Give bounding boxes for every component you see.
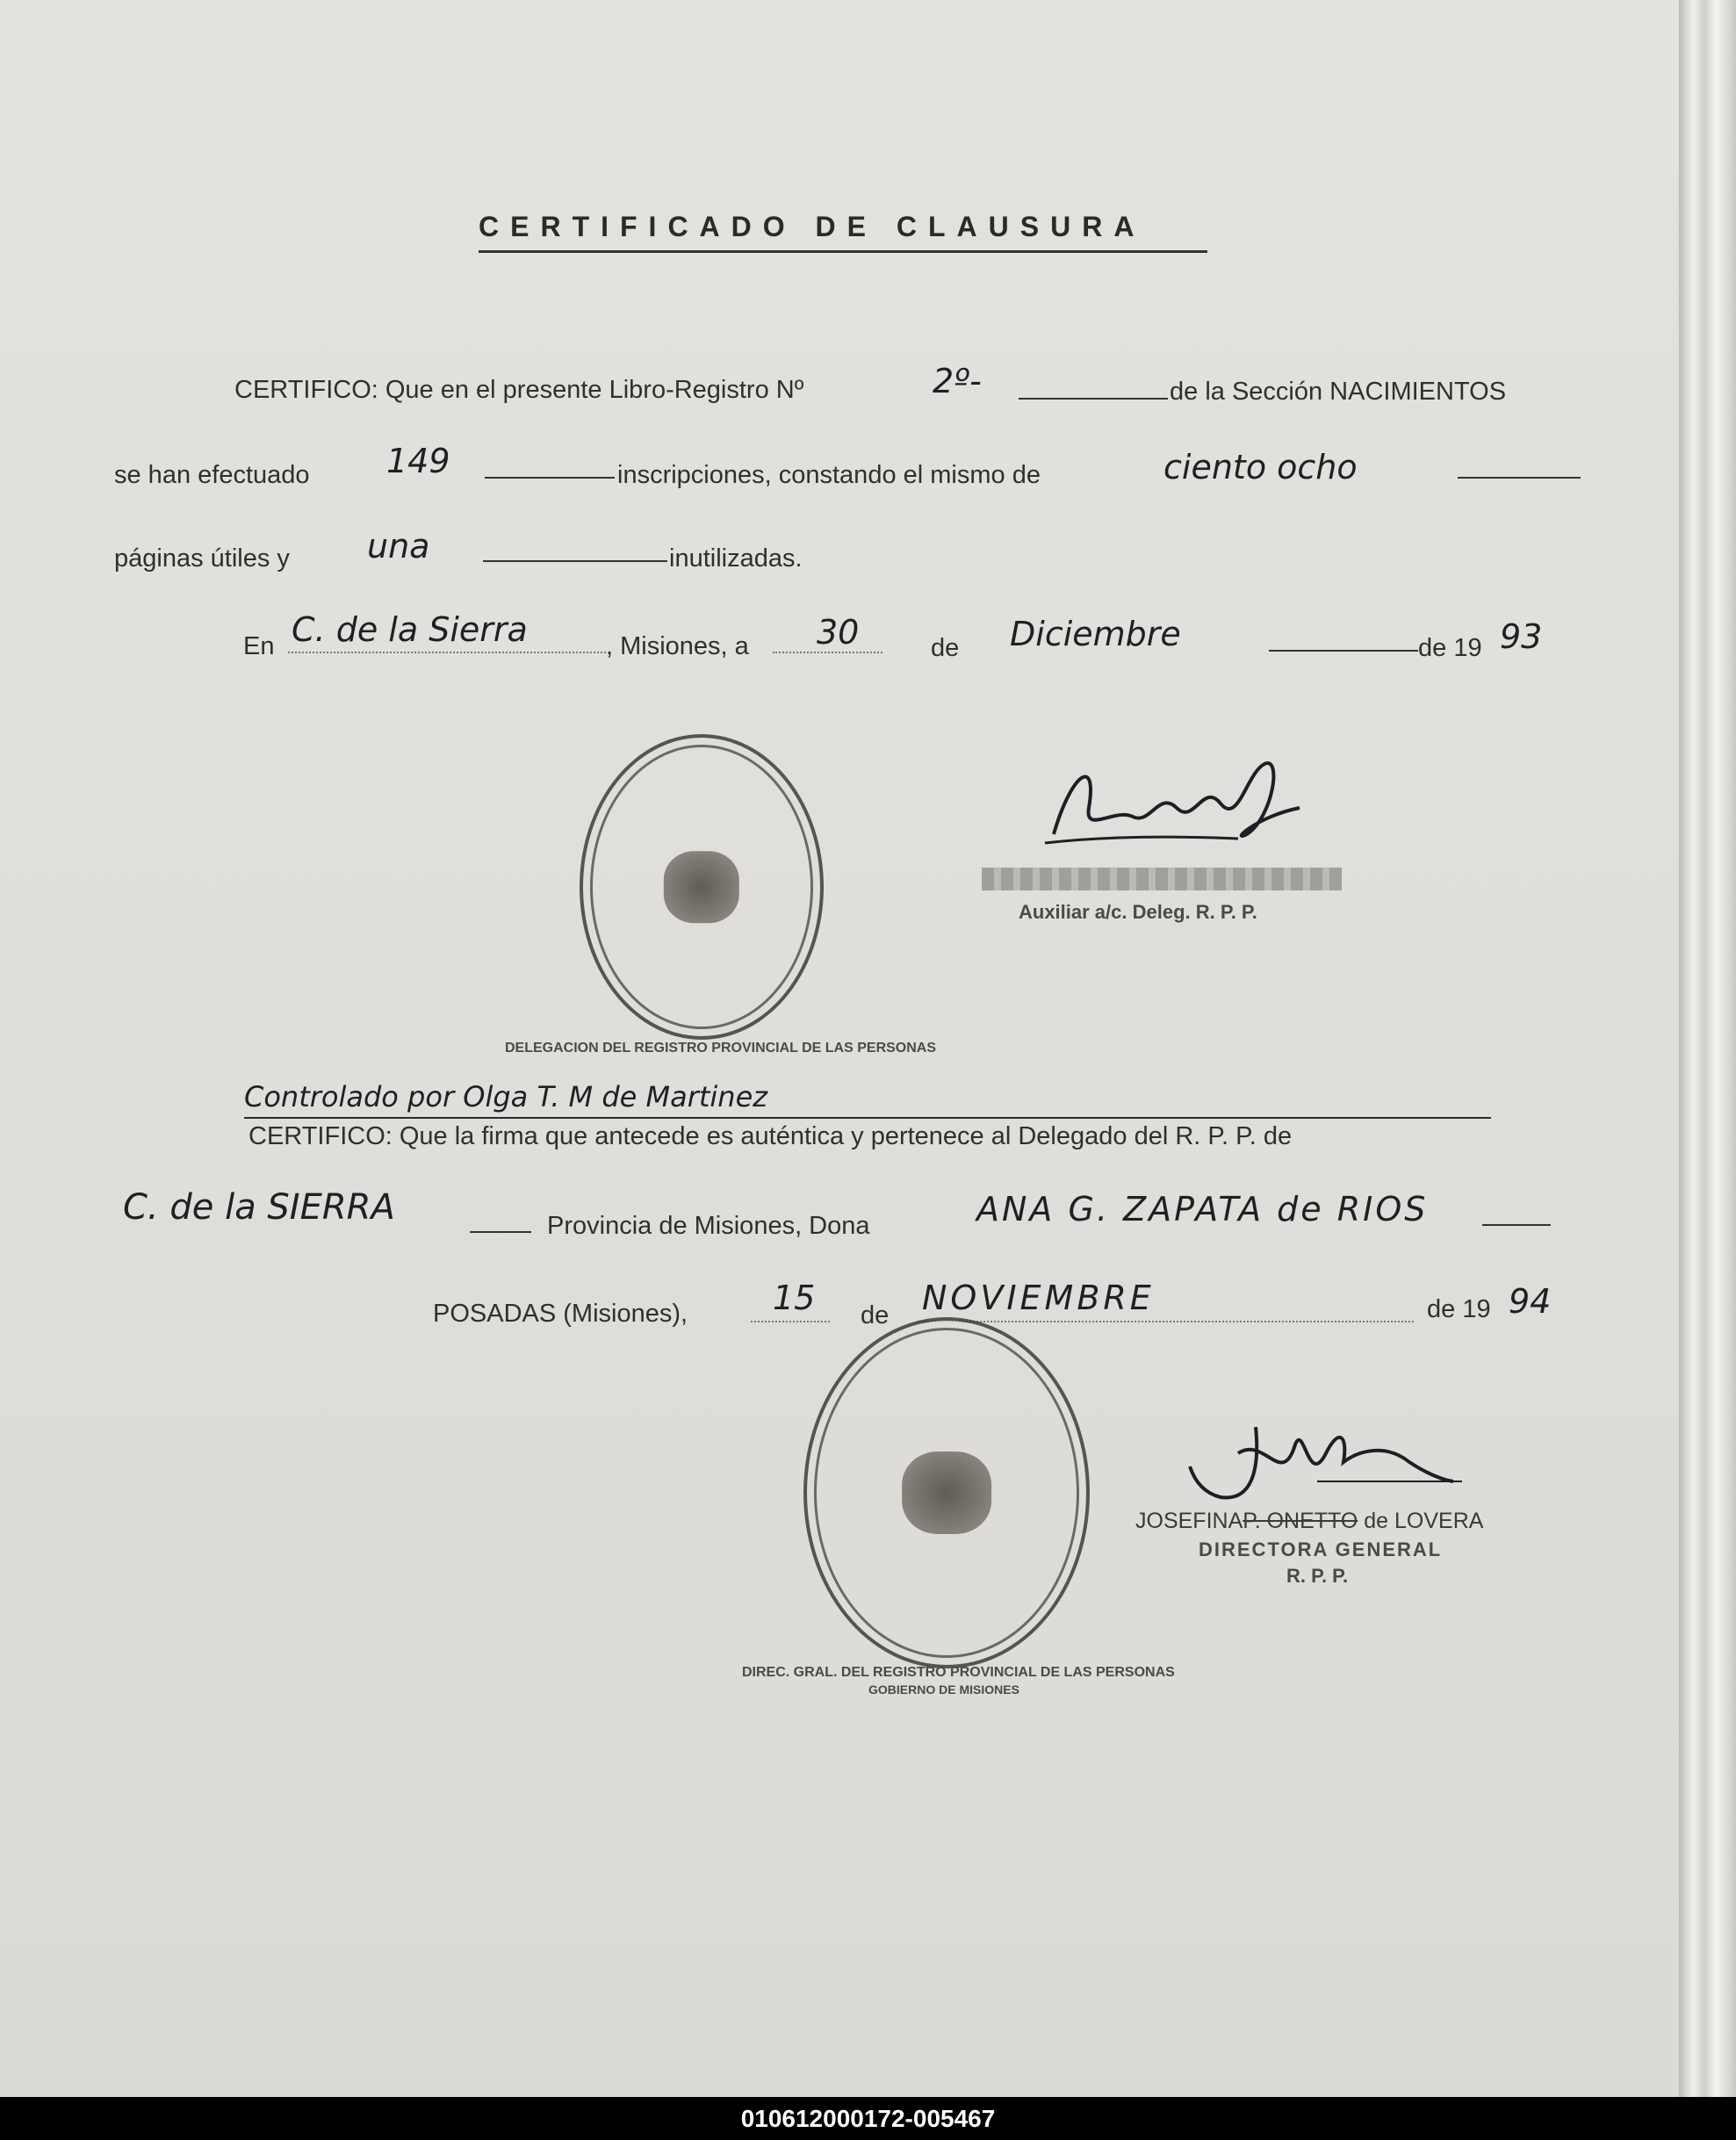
- anio-value: 93: [1500, 617, 1543, 656]
- delegacion-stamp: [580, 734, 824, 1040]
- direccion-stamp: [803, 1317, 1090, 1668]
- paginas-utiles-value: ciento ocho: [1163, 448, 1358, 486]
- mes-value: Diciembre: [1010, 615, 1181, 653]
- posadas-label: POSADAS (Misiones),: [433, 1300, 688, 1328]
- libro-numero: 2º-: [933, 362, 982, 400]
- signer-name: [1135, 1509, 1483, 1534]
- lugar-2-value: C. de la SIERRA: [123, 1187, 395, 1228]
- blank-line: [1269, 650, 1418, 652]
- signer-title: Auxiliar a/c. Deleg. R. P. P.: [1019, 901, 1257, 923]
- efectuado-label: se han efectuado: [114, 461, 310, 489]
- inutilizadas-value: una: [367, 527, 430, 566]
- signature-2: [1185, 1418, 1466, 1515]
- delegada-value: ANA G. ZAPATA de RIOS: [976, 1190, 1429, 1229]
- signer-name-a: JOSEFINA: [1135, 1509, 1243, 1533]
- anio-prefix: de 19: [1418, 634, 1482, 662]
- paginas-label: páginas útiles y: [114, 544, 290, 573]
- crest-icon: [664, 851, 739, 923]
- delegacion-stamp-text: DELEGACION DEL REGISTRO PROVINCIAL DE LAS PERSONAS: [505, 1041, 937, 1056]
- en-label: En: [243, 632, 275, 660]
- document-id-footer: 010612000172-005467: [0, 2097, 1736, 2140]
- lugar-value: C. de la Sierra: [292, 610, 528, 649]
- signer-name-struck: P. ONETTO: [1243, 1509, 1358, 1533]
- libro-label: CERTIFICO: Que en el presente Libro-Registro Nº: [234, 376, 804, 404]
- annotation-underline: [244, 1117, 1491, 1119]
- page-edge: [1679, 0, 1736, 2097]
- controlado-annotation: Controlado por Olga T. M de Martinez: [244, 1080, 768, 1113]
- dia-value: 30: [817, 613, 860, 652]
- misiones-label: , Misiones, a: [606, 632, 749, 660]
- blank-dots: [751, 1321, 830, 1322]
- inutilizadas-label: inutilizadas.: [669, 544, 803, 573]
- blank-dots: [773, 652, 882, 653]
- signature-1: [1036, 755, 1317, 869]
- blank-line: [485, 477, 615, 479]
- blank-line: [1482, 1224, 1551, 1226]
- blank-line: [1019, 398, 1168, 400]
- blank-line: [483, 560, 667, 562]
- dia-2-value: 15: [773, 1279, 816, 1317]
- blank-line: [470, 1231, 531, 1233]
- certifico-firma: CERTIFICO: Que la firma que antecede es auténtica y pertenece al Delegado del R. P. P. de: [249, 1122, 1293, 1150]
- inscripciones-value: 149: [386, 442, 450, 480]
- mes-2-value: NOVIEMBRE: [922, 1279, 1155, 1317]
- document-title: CERTIFICADO DE CLAUSURA: [479, 211, 1207, 253]
- signer-org: R. P. P.: [1286, 1565, 1349, 1587]
- seccion-label: de la Sección NACIMIENTOS: [1170, 378, 1507, 406]
- de-2-label: de: [861, 1301, 890, 1329]
- blank-line: [1458, 477, 1581, 479]
- blank-dots: [918, 1321, 1414, 1322]
- signer-name-b: de LOVERA: [1364, 1509, 1484, 1533]
- anio-2-prefix: de 19: [1427, 1295, 1491, 1323]
- signer-role: DIRECTORA GENERAL: [1199, 1538, 1443, 1560]
- anio-2-value: 94: [1509, 1282, 1552, 1321]
- direccion-stamp-inner: GOBIERNO DE MISIONES: [868, 1682, 1019, 1697]
- crest-icon: [902, 1452, 991, 1534]
- de-label: de: [931, 634, 960, 662]
- provincia-label: Provincia de Misiones, Dona: [547, 1212, 870, 1240]
- inscripciones-label: inscripciones, constando el mismo de: [617, 461, 1041, 489]
- redacted-name-stamp: [982, 868, 1342, 890]
- direccion-stamp-text: DIREC. GRAL. DEL REGISTRO PROVINCIAL DE LAS PERSONAS: [742, 1665, 1175, 1680]
- blank-dots: [288, 652, 606, 653]
